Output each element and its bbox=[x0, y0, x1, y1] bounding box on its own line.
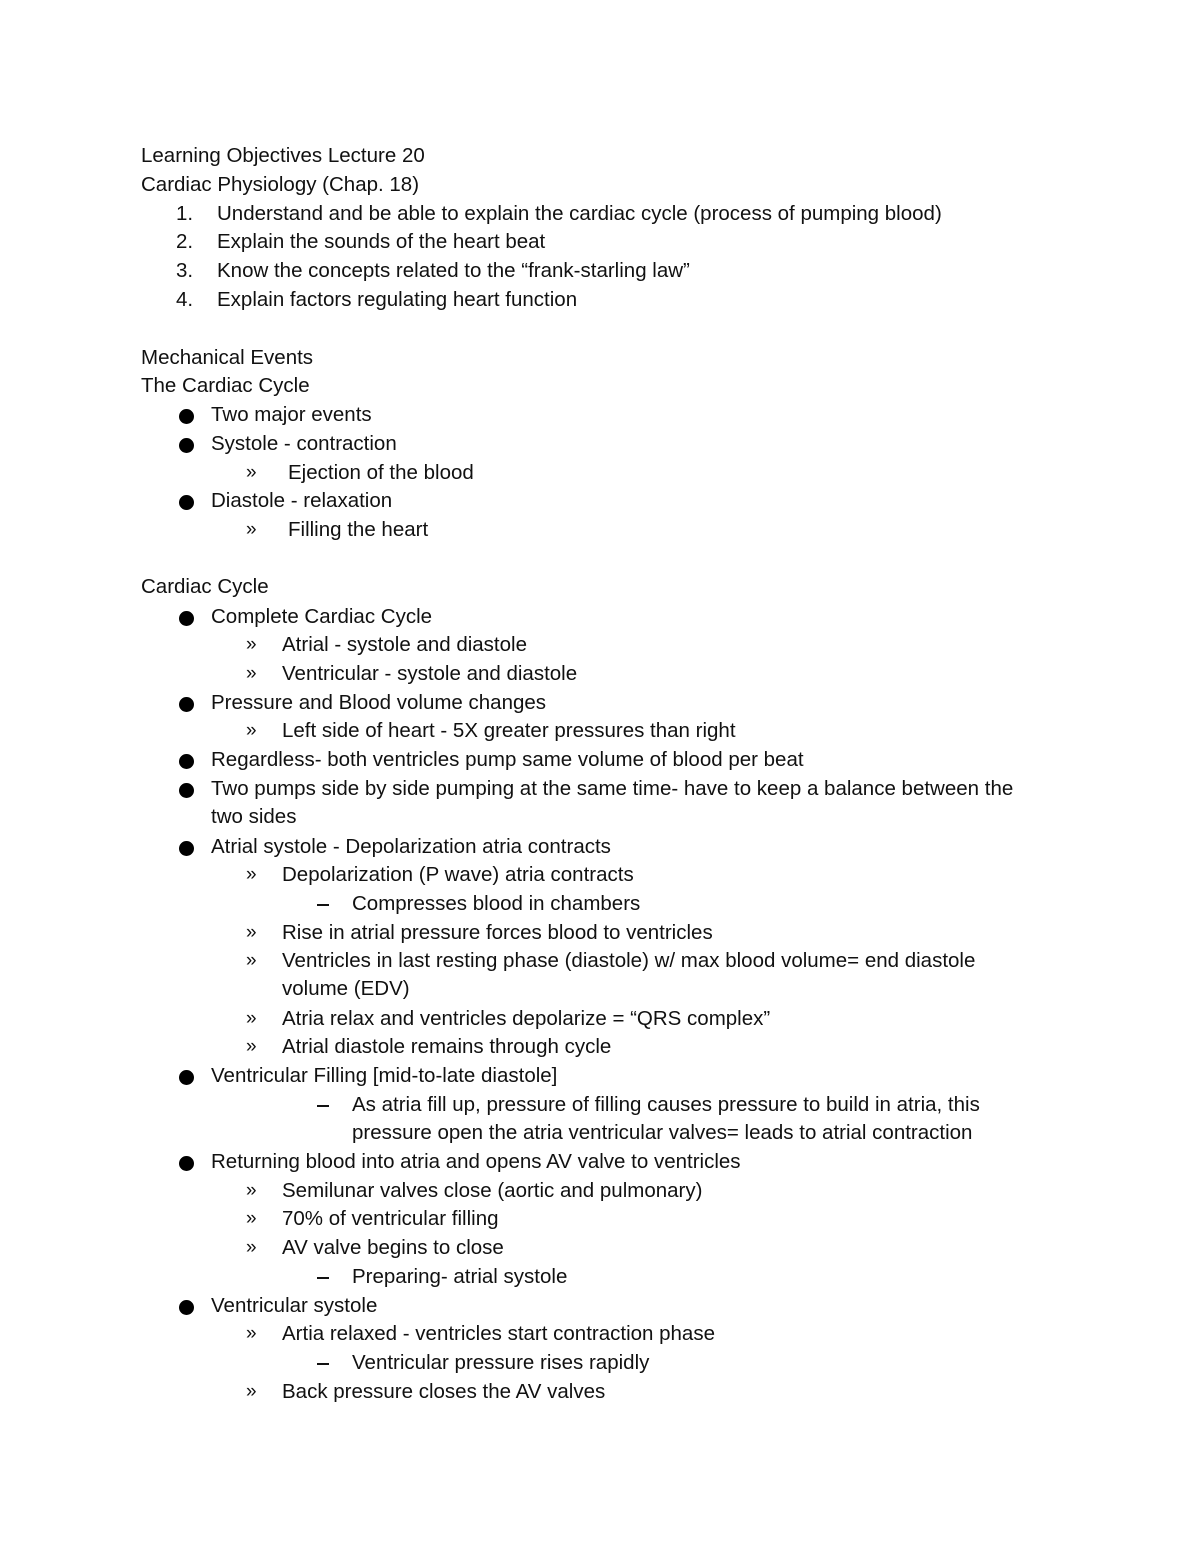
dash-bullet-icon bbox=[317, 1363, 329, 1365]
list-subitem-continuation: volume (EDV) bbox=[282, 977, 410, 1000]
bullet-icon bbox=[179, 611, 194, 626]
list-subitem: 70% of ventricular filling bbox=[282, 1207, 499, 1230]
bullet-icon bbox=[179, 438, 194, 453]
list-subitem: Semilunar valves close (aortic and pulmonary) bbox=[282, 1179, 703, 1202]
chevron-bullet-icon: » bbox=[246, 1208, 257, 1229]
list-subitem: Artia relaxed - ventricles start contraction phase bbox=[282, 1322, 715, 1345]
bullet-icon bbox=[179, 1300, 194, 1315]
dash-bullet-icon bbox=[317, 1105, 329, 1107]
bullet-icon bbox=[179, 495, 194, 510]
objective-text: Understand and be able to explain the cardiac cycle (process of pumping blood) bbox=[217, 202, 942, 225]
objective-text: Explain the sounds of the heart beat bbox=[217, 230, 546, 253]
list-subsubitem: Compresses blood in chambers bbox=[352, 892, 641, 915]
chevron-bullet-icon: » bbox=[246, 1323, 257, 1344]
chevron-bullet-icon: » bbox=[246, 462, 257, 483]
list-subitem: Rise in atrial pressure forces blood to ventricles bbox=[282, 921, 713, 944]
chevron-bullet-icon: » bbox=[246, 1036, 257, 1057]
list-item: Ventricular systole bbox=[211, 1294, 378, 1317]
list-subitem: Depolarization (P wave) atria contracts bbox=[282, 863, 634, 886]
list-subitem: Atria relax and ventricles depolarize = “QRS complex” bbox=[282, 1007, 771, 1030]
list-item-continuation: two sides bbox=[211, 805, 297, 828]
objective-number: 2. bbox=[176, 230, 194, 253]
objective-text: Know the concepts related to the “frank-starling law” bbox=[217, 259, 690, 282]
list-item: Complete Cardiac Cycle bbox=[211, 605, 433, 628]
list-item: Diastole - relaxation bbox=[211, 489, 393, 512]
section-subheading: The Cardiac Cycle bbox=[141, 374, 310, 397]
objective-text: Explain factors regulating heart function bbox=[217, 288, 578, 311]
list-item: Two pumps side by side pumping at the same time- have to keep a balance between the bbox=[211, 777, 1014, 800]
objective-number: 1. bbox=[176, 202, 194, 225]
list-subitem: Filling the heart bbox=[288, 518, 429, 541]
list-subitem: Left side of heart - 5X greater pressures than right bbox=[282, 719, 736, 742]
list-subitem: Ventricular - systole and diastole bbox=[282, 662, 578, 685]
list-item: Two major events bbox=[211, 403, 372, 426]
bullet-icon bbox=[179, 1070, 194, 1085]
chevron-bullet-icon: » bbox=[246, 922, 257, 943]
list-subsubitem: Preparing- atrial systole bbox=[352, 1265, 568, 1288]
list-item: Pressure and Blood volume changes bbox=[211, 691, 547, 714]
list-subitem: Ventricles in last resting phase (diastole) w/ max blood volume= end diastole bbox=[282, 949, 976, 972]
objective-number: 4. bbox=[176, 288, 194, 311]
dash-bullet-icon bbox=[317, 904, 329, 906]
chevron-bullet-icon: » bbox=[246, 663, 257, 684]
list-item: Ventricular Filling [mid-to-late diastole] bbox=[211, 1064, 558, 1087]
list-item: Atrial systole - Depolarization atria contracts bbox=[211, 835, 611, 858]
list-subitem: Atrial - systole and diastole bbox=[282, 633, 527, 656]
bullet-icon bbox=[179, 697, 194, 712]
page-subtitle: Cardiac Physiology (Chap. 18) bbox=[141, 173, 420, 196]
list-subsubitem-continuation: pressure open the atria ventricular valves= leads to atrial contraction bbox=[352, 1121, 973, 1144]
bullet-icon bbox=[179, 409, 194, 424]
objective-number: 3. bbox=[176, 259, 194, 282]
list-item: Regardless- both ventricles pump same volume of blood per beat bbox=[211, 748, 804, 771]
chevron-bullet-icon: » bbox=[246, 519, 257, 540]
list-subsubitem: As atria fill up, pressure of filling causes pressure to build in atria, this bbox=[352, 1093, 980, 1116]
chevron-bullet-icon: » bbox=[246, 634, 257, 655]
list-subitem: Ejection of the blood bbox=[288, 461, 474, 484]
list-subsubitem: Ventricular pressure rises rapidly bbox=[352, 1351, 650, 1374]
chevron-bullet-icon: » bbox=[246, 1180, 257, 1201]
bullet-icon bbox=[179, 1156, 194, 1171]
list-item: Systole - contraction bbox=[211, 432, 397, 455]
list-item: Returning blood into atria and opens AV valve to ventricles bbox=[211, 1150, 741, 1173]
section-heading: Mechanical Events bbox=[141, 346, 314, 369]
chevron-bullet-icon: » bbox=[246, 1237, 257, 1258]
chevron-bullet-icon: » bbox=[246, 950, 257, 971]
dash-bullet-icon bbox=[317, 1277, 329, 1279]
list-subitem: Atrial diastole remains through cycle bbox=[282, 1035, 612, 1058]
bullet-icon bbox=[179, 754, 194, 769]
bullet-icon bbox=[179, 841, 194, 856]
page-title: Learning Objectives Lecture 20 bbox=[141, 144, 425, 167]
chevron-bullet-icon: » bbox=[246, 1381, 257, 1402]
list-subitem: Back pressure closes the AV valves bbox=[282, 1380, 606, 1403]
chevron-bullet-icon: » bbox=[246, 720, 257, 741]
chevron-bullet-icon: » bbox=[246, 864, 257, 885]
chevron-bullet-icon: » bbox=[246, 1008, 257, 1029]
section-heading: Cardiac Cycle bbox=[141, 575, 269, 598]
bullet-icon bbox=[179, 783, 194, 798]
list-subitem: AV valve begins to close bbox=[282, 1236, 504, 1259]
